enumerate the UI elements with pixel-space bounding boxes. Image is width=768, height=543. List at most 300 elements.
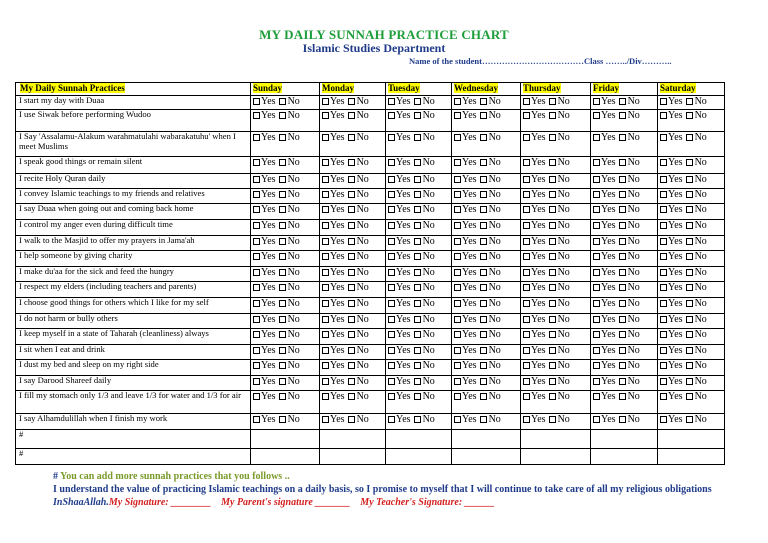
no-checkbox[interactable] (279, 112, 286, 119)
yes-checkbox[interactable] (593, 98, 600, 105)
yes-checkbox[interactable] (322, 378, 329, 385)
yes-checkbox[interactable] (660, 253, 667, 260)
no-checkbox[interactable] (686, 347, 693, 354)
yes-checkbox[interactable] (454, 331, 461, 338)
yes-checkbox[interactable] (454, 134, 461, 141)
yes-checkbox[interactable] (322, 222, 329, 229)
yes-checkbox[interactable] (660, 331, 667, 338)
yes-checkbox[interactable] (253, 191, 260, 198)
yes-checkbox[interactable] (454, 284, 461, 291)
no-checkbox[interactable] (619, 269, 626, 276)
no-checkbox[interactable] (480, 362, 487, 369)
no-checkbox[interactable] (619, 176, 626, 183)
no-checkbox[interactable] (348, 112, 355, 119)
yes-checkbox[interactable] (660, 176, 667, 183)
no-checkbox[interactable] (414, 378, 421, 385)
yes-checkbox[interactable] (523, 134, 530, 141)
no-checkbox[interactable] (348, 253, 355, 260)
no-checkbox[interactable] (619, 159, 626, 166)
yes-checkbox[interactable] (593, 269, 600, 276)
yes-checkbox[interactable] (322, 159, 329, 166)
no-checkbox[interactable] (549, 222, 556, 229)
yes-checkbox[interactable] (593, 159, 600, 166)
yes-checkbox[interactable] (322, 253, 329, 260)
no-checkbox[interactable] (348, 222, 355, 229)
yes-checkbox[interactable] (253, 393, 260, 400)
yes-checkbox[interactable] (593, 300, 600, 307)
no-checkbox[interactable] (279, 98, 286, 105)
no-checkbox[interactable] (480, 134, 487, 141)
no-checkbox[interactable] (414, 98, 421, 105)
yes-checkbox[interactable] (593, 191, 600, 198)
yes-checkbox[interactable] (523, 253, 530, 260)
no-checkbox[interactable] (549, 112, 556, 119)
yes-checkbox[interactable] (388, 331, 395, 338)
yes-checkbox[interactable] (322, 269, 329, 276)
yes-checkbox[interactable] (388, 112, 395, 119)
no-checkbox[interactable] (619, 347, 626, 354)
yes-checkbox[interactable] (593, 331, 600, 338)
no-checkbox[interactable] (686, 191, 693, 198)
no-checkbox[interactable] (686, 378, 693, 385)
yes-checkbox[interactable] (660, 300, 667, 307)
yes-checkbox[interactable] (388, 300, 395, 307)
day-header-wednesday: Wednesday (452, 83, 521, 96)
no-checkbox[interactable] (348, 416, 355, 423)
yes-checkbox[interactable] (253, 362, 260, 369)
yes-checkbox[interactable] (523, 191, 530, 198)
no-checkbox[interactable] (414, 159, 421, 166)
day-cell-thursday (521, 414, 591, 430)
yes-checkbox[interactable] (322, 347, 329, 354)
yes-checkbox[interactable] (593, 134, 600, 141)
yes-checkbox[interactable] (253, 331, 260, 338)
yes-checkbox[interactable] (322, 331, 329, 338)
no-checkbox[interactable] (480, 393, 487, 400)
yes-checkbox[interactable] (454, 378, 461, 385)
no-checkbox[interactable] (279, 222, 286, 229)
yes-checkbox[interactable] (523, 222, 530, 229)
no-checkbox[interactable] (480, 316, 487, 323)
no-checkbox[interactable] (414, 191, 421, 198)
yes-checkbox[interactable] (322, 416, 329, 423)
no-checkbox[interactable] (414, 393, 421, 400)
yes-checkbox[interactable] (593, 316, 600, 323)
no-checkbox[interactable] (348, 316, 355, 323)
no-checkbox[interactable] (348, 238, 355, 245)
no-checkbox[interactable] (549, 347, 556, 354)
no-checkbox[interactable] (619, 300, 626, 307)
no-checkbox[interactable] (279, 393, 286, 400)
no-checkbox[interactable] (549, 253, 556, 260)
no-checkbox[interactable] (619, 416, 626, 423)
no-checkbox[interactable] (279, 269, 286, 276)
no-checkbox[interactable] (348, 284, 355, 291)
no-checkbox[interactable] (549, 176, 556, 183)
yes-checkbox[interactable] (593, 112, 600, 119)
no-checkbox[interactable] (279, 176, 286, 183)
yes-checkbox[interactable] (253, 159, 260, 166)
yes-checkbox[interactable] (454, 362, 461, 369)
yes-checkbox[interactable] (523, 316, 530, 323)
yes-checkbox[interactable] (253, 416, 260, 423)
no-checkbox[interactable] (619, 393, 626, 400)
yes-checkbox[interactable] (454, 159, 461, 166)
no-checkbox[interactable] (414, 222, 421, 229)
no-checkbox[interactable] (686, 159, 693, 166)
yes-checkbox[interactable] (454, 269, 461, 276)
no-checkbox[interactable] (414, 347, 421, 354)
no-checkbox[interactable] (619, 112, 626, 119)
no-checkbox[interactable] (348, 347, 355, 354)
no-checkbox[interactable] (279, 331, 286, 338)
yes-checkbox[interactable] (593, 347, 600, 354)
no-checkbox[interactable] (619, 331, 626, 338)
yes-checkbox[interactable] (253, 378, 260, 385)
no-checkbox[interactable] (414, 362, 421, 369)
yes-checkbox[interactable] (388, 416, 395, 423)
yes-checkbox[interactable] (593, 393, 600, 400)
yes-checkbox[interactable] (660, 238, 667, 245)
no-checkbox[interactable] (619, 222, 626, 229)
yes-checkbox[interactable] (660, 347, 667, 354)
yes-checkbox[interactable] (322, 238, 329, 245)
yes-checkbox[interactable] (660, 284, 667, 291)
yes-checkbox[interactable] (322, 316, 329, 323)
no-checkbox[interactable] (549, 238, 556, 245)
yes-checkbox[interactable] (388, 238, 395, 245)
yes-label: Yes (261, 376, 276, 387)
yes-checkbox[interactable] (388, 222, 395, 229)
no-checkbox[interactable] (414, 316, 421, 323)
no-checkbox[interactable] (549, 300, 556, 307)
day-cell-saturday (658, 282, 725, 298)
no-checkbox[interactable] (414, 269, 421, 276)
yes-checkbox[interactable] (454, 253, 461, 260)
yes-checkbox[interactable] (253, 98, 260, 105)
yes-checkbox[interactable] (660, 362, 667, 369)
yes-checkbox[interactable] (454, 98, 461, 105)
no-checkbox[interactable] (619, 316, 626, 323)
yes-checkbox[interactable] (523, 347, 530, 354)
no-checkbox[interactable] (686, 253, 693, 260)
no-checkbox[interactable] (686, 176, 693, 183)
no-checkbox[interactable] (480, 159, 487, 166)
no-label: No (557, 267, 570, 278)
no-checkbox[interactable] (480, 112, 487, 119)
yes-checkbox[interactable] (322, 362, 329, 369)
no-checkbox[interactable] (549, 134, 556, 141)
yes-checkbox[interactable] (523, 362, 530, 369)
yes-checkbox[interactable] (322, 206, 329, 213)
yes-checkbox[interactable] (454, 238, 461, 245)
no-checkbox[interactable] (348, 191, 355, 198)
day-cell-wednesday (452, 220, 521, 236)
no-checkbox[interactable] (686, 206, 693, 213)
yes-checkbox[interactable] (253, 112, 260, 119)
yes-checkbox[interactable] (660, 98, 667, 105)
no-checkbox[interactable] (549, 362, 556, 369)
yes-checkbox[interactable] (454, 347, 461, 354)
no-checkbox[interactable] (279, 134, 286, 141)
yes-checkbox[interactable] (523, 176, 530, 183)
no-checkbox[interactable] (348, 362, 355, 369)
no-checkbox[interactable] (279, 300, 286, 307)
yes-checkbox[interactable] (523, 300, 530, 307)
no-checkbox[interactable] (279, 362, 286, 369)
no-checkbox[interactable] (414, 253, 421, 260)
no-checkbox[interactable] (279, 378, 286, 385)
yes-label: Yes (462, 157, 477, 168)
no-checkbox[interactable] (686, 331, 693, 338)
no-checkbox[interactable] (619, 98, 626, 105)
yes-checkbox[interactable] (253, 347, 260, 354)
no-checkbox[interactable] (279, 416, 286, 423)
no-checkbox[interactable] (348, 98, 355, 105)
no-checkbox[interactable] (414, 176, 421, 183)
no-checkbox[interactable] (549, 206, 556, 213)
no-checkbox[interactable] (686, 134, 693, 141)
no-checkbox[interactable] (549, 316, 556, 323)
no-checkbox[interactable] (549, 331, 556, 338)
no-checkbox[interactable] (619, 378, 626, 385)
no-checkbox[interactable] (619, 284, 626, 291)
yes-checkbox[interactable] (660, 222, 667, 229)
yes-checkbox[interactable] (253, 238, 260, 245)
no-checkbox[interactable] (279, 316, 286, 323)
yes-label: Yes (462, 298, 477, 309)
no-checkbox[interactable] (619, 253, 626, 260)
no-checkbox[interactable] (480, 269, 487, 276)
yes-checkbox[interactable] (388, 269, 395, 276)
no-label: No (287, 204, 300, 215)
day-cell-tuesday (386, 449, 452, 465)
yes-label: Yes (330, 267, 345, 278)
yes-checkbox[interactable] (660, 134, 667, 141)
no-checkbox[interactable] (549, 98, 556, 105)
no-checkbox[interactable] (414, 206, 421, 213)
no-checkbox[interactable] (348, 206, 355, 213)
yes-checkbox[interactable] (523, 159, 530, 166)
no-checkbox[interactable] (549, 191, 556, 198)
no-checkbox[interactable] (348, 300, 355, 307)
no-checkbox[interactable] (686, 222, 693, 229)
no-checkbox[interactable] (414, 284, 421, 291)
yes-checkbox[interactable] (253, 284, 260, 291)
yes-checkbox[interactable] (454, 112, 461, 119)
no-checkbox[interactable] (480, 98, 487, 105)
day-cell-sunday (251, 414, 320, 430)
no-checkbox[interactable] (686, 284, 693, 291)
yes-checkbox[interactable] (253, 206, 260, 213)
yes-checkbox[interactable] (454, 300, 461, 307)
no-checkbox[interactable] (480, 191, 487, 198)
day-cell-tuesday (386, 282, 452, 298)
no-checkbox[interactable] (549, 416, 556, 423)
yes-checkbox[interactable] (253, 134, 260, 141)
yes-checkbox[interactable] (523, 284, 530, 291)
yes-checkbox[interactable] (523, 206, 530, 213)
yes-checkbox[interactable] (523, 98, 530, 105)
yes-label: Yes (330, 251, 345, 262)
yes-checkbox[interactable] (660, 112, 667, 119)
no-checkbox[interactable] (619, 134, 626, 141)
no-checkbox[interactable] (480, 222, 487, 229)
yes-checkbox[interactable] (253, 222, 260, 229)
yes-checkbox[interactable] (593, 284, 600, 291)
yes-checkbox[interactable] (322, 300, 329, 307)
no-checkbox[interactable] (414, 331, 421, 338)
yes-checkbox[interactable] (593, 238, 600, 245)
no-checkbox[interactable] (279, 284, 286, 291)
yes-checkbox[interactable] (253, 269, 260, 276)
table-row (16, 204, 725, 220)
no-checkbox[interactable] (414, 238, 421, 245)
yes-checkbox[interactable] (322, 176, 329, 183)
yes-checkbox[interactable] (322, 98, 329, 105)
no-checkbox[interactable] (619, 206, 626, 213)
yes-checkbox[interactable] (593, 206, 600, 213)
no-checkbox[interactable] (619, 238, 626, 245)
no-checkbox[interactable] (549, 378, 556, 385)
no-checkbox[interactable] (279, 238, 286, 245)
yes-checkbox[interactable] (454, 176, 461, 183)
no-checkbox[interactable] (348, 159, 355, 166)
no-checkbox[interactable] (480, 378, 487, 385)
no-checkbox[interactable] (549, 284, 556, 291)
yes-checkbox[interactable] (593, 416, 600, 423)
no-checkbox[interactable] (549, 159, 556, 166)
no-checkbox[interactable] (480, 347, 487, 354)
day-cell-wednesday (452, 267, 521, 282)
yes-checkbox[interactable] (253, 176, 260, 183)
no-checkbox[interactable] (480, 238, 487, 245)
no-checkbox[interactable] (549, 269, 556, 276)
no-checkbox[interactable] (619, 362, 626, 369)
yes-checkbox[interactable] (322, 134, 329, 141)
no-checkbox[interactable] (348, 269, 355, 276)
yes-checkbox[interactable] (660, 159, 667, 166)
yes-checkbox[interactable] (388, 253, 395, 260)
yes-checkbox[interactable] (388, 393, 395, 400)
no-checkbox[interactable] (686, 112, 693, 119)
yes-checkbox[interactable] (523, 238, 530, 245)
yes-checkbox[interactable] (454, 222, 461, 229)
yes-checkbox[interactable] (454, 191, 461, 198)
no-checkbox[interactable] (279, 253, 286, 260)
no-checkbox[interactable] (480, 416, 487, 423)
no-checkbox[interactable] (686, 98, 693, 105)
yes-checkbox[interactable] (253, 253, 260, 260)
yes-label: Yes (601, 376, 616, 387)
yes-checkbox[interactable] (454, 416, 461, 423)
no-label: No (694, 251, 707, 262)
yes-checkbox[interactable] (660, 393, 667, 400)
yes-checkbox[interactable] (660, 416, 667, 423)
no-checkbox[interactable] (348, 134, 355, 141)
yes-checkbox[interactable] (523, 112, 530, 119)
no-checkbox[interactable] (480, 206, 487, 213)
yes-checkbox[interactable] (454, 206, 461, 213)
yes-checkbox[interactable] (253, 300, 260, 307)
no-checkbox[interactable] (686, 362, 693, 369)
yes-checkbox[interactable] (322, 112, 329, 119)
no-label: No (488, 110, 501, 121)
yes-checkbox[interactable] (322, 191, 329, 198)
no-checkbox[interactable] (686, 416, 693, 423)
no-checkbox[interactable] (480, 331, 487, 338)
yes-checkbox[interactable] (322, 393, 329, 400)
yes-checkbox[interactable] (454, 393, 461, 400)
yes-checkbox[interactable] (660, 378, 667, 385)
no-checkbox[interactable] (348, 393, 355, 400)
yes-checkbox[interactable] (388, 176, 395, 183)
yes-checkbox[interactable] (388, 316, 395, 323)
no-checkbox[interactable] (414, 112, 421, 119)
no-checkbox[interactable] (348, 176, 355, 183)
no-checkbox[interactable] (348, 378, 355, 385)
yes-checkbox[interactable] (523, 378, 530, 385)
no-checkbox[interactable] (686, 300, 693, 307)
no-checkbox[interactable] (549, 393, 556, 400)
yes-checkbox[interactable] (593, 222, 600, 229)
no-checkbox[interactable] (480, 176, 487, 183)
yes-checkbox[interactable] (523, 393, 530, 400)
yes-checkbox[interactable] (523, 416, 530, 423)
yes-checkbox[interactable] (593, 362, 600, 369)
no-checkbox[interactable] (279, 191, 286, 198)
yes-checkbox[interactable] (660, 191, 667, 198)
yes-checkbox[interactable] (322, 284, 329, 291)
no-checkbox[interactable] (414, 134, 421, 141)
yes-checkbox[interactable] (660, 316, 667, 323)
yes-checkbox[interactable] (388, 191, 395, 198)
yes-checkbox[interactable] (388, 378, 395, 385)
no-checkbox[interactable] (686, 393, 693, 400)
yes-checkbox[interactable] (388, 347, 395, 354)
yes-checkbox[interactable] (660, 206, 667, 213)
no-label: No (627, 174, 640, 185)
yes-checkbox[interactable] (593, 253, 600, 260)
no-checkbox[interactable] (480, 300, 487, 307)
yes-checkbox[interactable] (388, 362, 395, 369)
no-checkbox[interactable] (619, 191, 626, 198)
yes-checkbox[interactable] (660, 269, 667, 276)
yes-checkbox[interactable] (593, 176, 600, 183)
no-checkbox[interactable] (686, 269, 693, 276)
no-checkbox[interactable] (348, 331, 355, 338)
yes-checkbox[interactable] (593, 378, 600, 385)
no-checkbox[interactable] (686, 316, 693, 323)
no-checkbox[interactable] (414, 416, 421, 423)
no-checkbox[interactable] (414, 300, 421, 307)
yes-checkbox[interactable] (523, 331, 530, 338)
no-checkbox[interactable] (279, 159, 286, 166)
yes-checkbox[interactable] (388, 206, 395, 213)
yes-checkbox[interactable] (388, 134, 395, 141)
yes-checkbox[interactable] (454, 316, 461, 323)
yes-checkbox[interactable] (523, 269, 530, 276)
yes-checkbox[interactable] (388, 284, 395, 291)
no-checkbox[interactable] (686, 238, 693, 245)
yes-checkbox[interactable] (253, 316, 260, 323)
no-checkbox[interactable] (279, 206, 286, 213)
yes-checkbox[interactable] (388, 159, 395, 166)
yes-checkbox[interactable] (388, 98, 395, 105)
no-checkbox[interactable] (480, 253, 487, 260)
no-checkbox[interactable] (279, 347, 286, 354)
no-checkbox[interactable] (480, 284, 487, 291)
